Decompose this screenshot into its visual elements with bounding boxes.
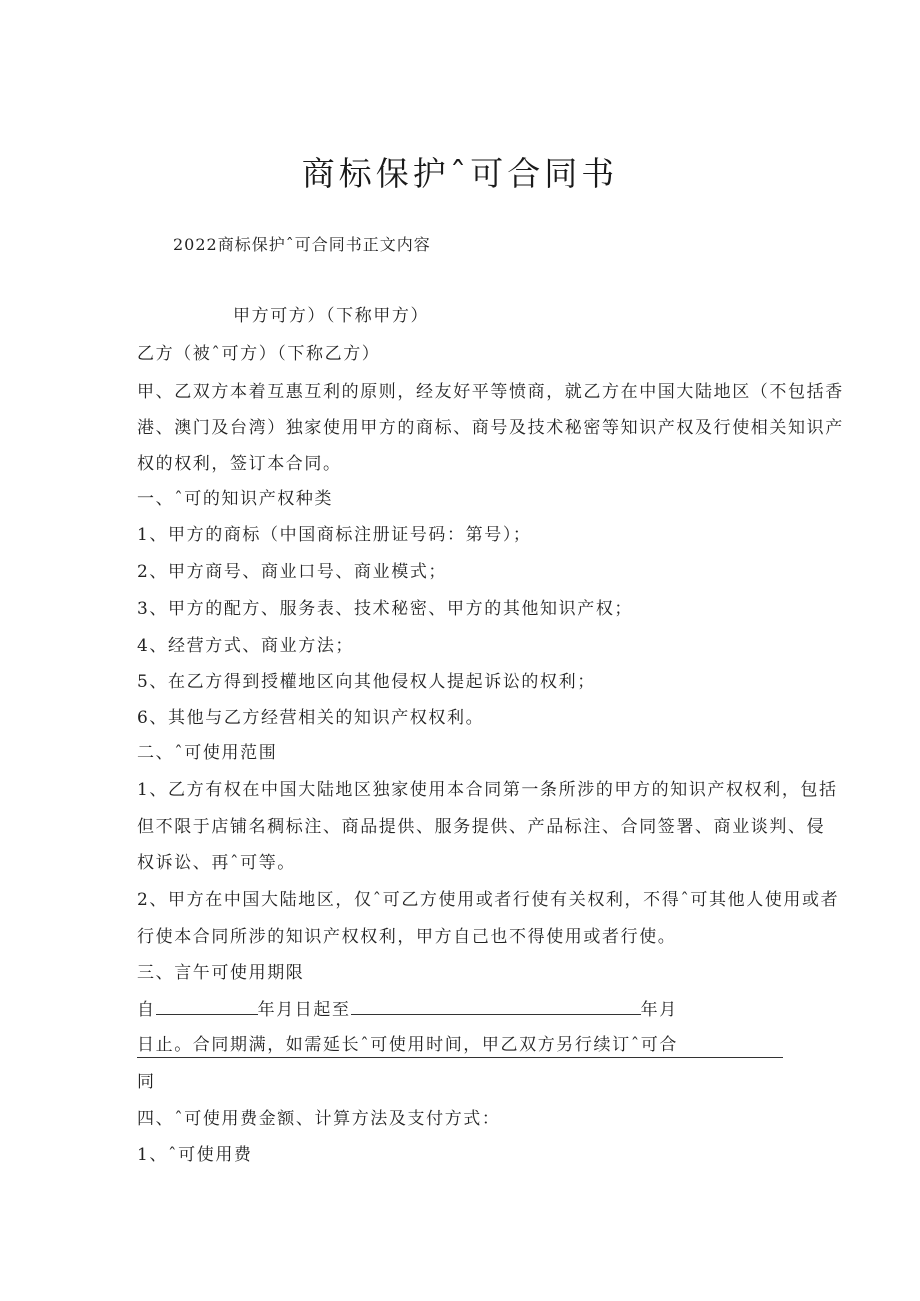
- section-1-heading: 一、ˆ可的知识产权种类: [137, 489, 334, 509]
- section-1-item-3: 3、甲方的配方、服务表、技术秘密、甲方的其他知识产权；: [137, 599, 634, 619]
- period-end-line-2: 同: [137, 1072, 156, 1092]
- intro-line-1: 甲、乙双方本着互惠互利的原则，经友好平等愤商，就乙方在中国大陆地区（不包括香: [137, 382, 844, 402]
- intro-line-2: 港、澳门及台湾）独家使用甲方的商标、商号及技术秘密等知识产权及行使相关知识产: [137, 418, 844, 438]
- start-date-blank: [156, 997, 258, 1015]
- underline-rule: [137, 1057, 783, 1058]
- section-3-heading: 三、言午可使用期限: [137, 963, 305, 983]
- section-1-item-1: 1、甲方的商标（中国商标注册证号码：第号）；: [137, 525, 532, 545]
- section-1-item-2: 2、甲方商号、商业口号、商业模式；: [137, 562, 448, 582]
- period-end-line: 日止。合同期满，如需延长ˆ可使用时间，甲乙双方另行续订ˆ可合: [137, 1035, 678, 1055]
- section-2-item-1-line-3: 权诉讼、再ˆ可等。: [137, 853, 296, 873]
- section-2-item-1-line-1: 1、乙方有权在中国大陆地区独家使用本合同第一条所涉的甲方的知识产权权利，包括: [137, 780, 838, 800]
- intro-line-3: 权的权利，签订本合同。: [137, 454, 342, 474]
- document-title: 商标保护ˆ可合同书: [301, 154, 619, 193]
- period-mid: 年月日起至: [257, 1000, 351, 1020]
- section-1-item-4: 4、经营方式、商业方法；: [137, 636, 355, 656]
- period-suffix: 年月: [640, 1000, 678, 1020]
- party-a-line: 甲方可方）（下称甲方）: [233, 306, 430, 326]
- section-1-item-5: 5、在乙方得到授權地区向其他侵权人提起诉讼的权利；: [137, 672, 596, 692]
- period-prefix: 自: [137, 1000, 156, 1020]
- section-4-heading: 四、ˆ可使用费金额、计算方法及支付方式：: [137, 1109, 501, 1129]
- section-2-item-2-line-1: 2、甲方在中国大陆地区，仅ˆ可乙方使用或者行使有关权利，不得ˆ可其他人使用或者: [137, 890, 840, 910]
- party-b-line: 乙方（被ˆ可方）（下称乙方）: [137, 344, 381, 364]
- section-1-item-6: 6、其他与乙方经营相关的知识产权权利。: [137, 708, 485, 728]
- document-subtitle: 2022商标保护ˆ可合同书正文内容: [173, 235, 431, 254]
- section-4-item-1: 1、ˆ可使用费: [137, 1145, 253, 1165]
- end-date-blank: [351, 997, 641, 1015]
- section-2-item-2-line-2: 行使本合同所涉的知识产权权利，甲方自己也不得使用或者行使。: [137, 927, 677, 947]
- period-line: [137, 997, 678, 1022]
- section-2-item-1-line-2: 但不限于店铺名稠标注、商品提供、服务提供、产品标注、合同签署、商业谈判、侵: [137, 817, 826, 837]
- section-2-heading: 二、ˆ可使用范围: [137, 743, 278, 763]
